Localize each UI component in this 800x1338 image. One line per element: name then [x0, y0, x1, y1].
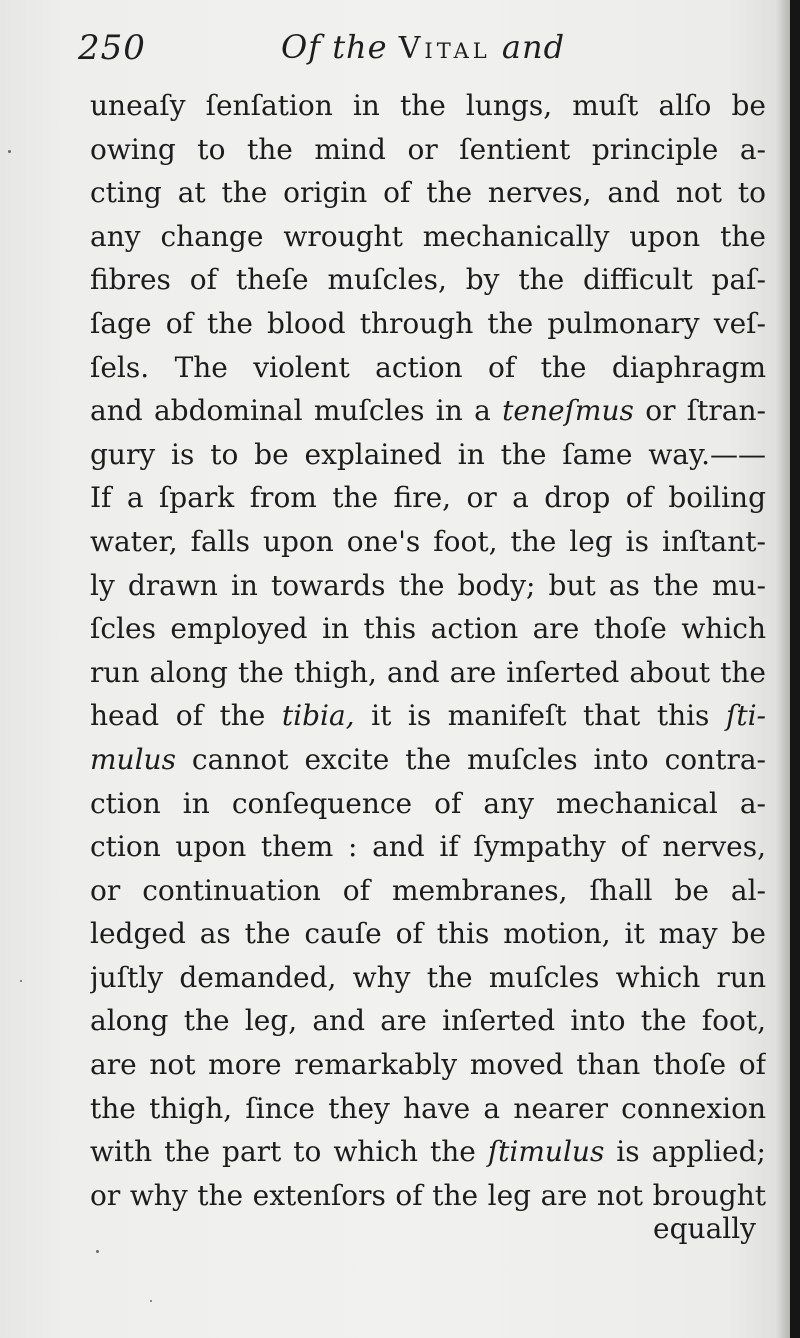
text-run: ction upon them : and if ſympathy of nerves,	[90, 830, 766, 864]
italic-text: tibia,	[281, 699, 355, 733]
text-run: run along the thigh, and are inſerted about the	[90, 655, 766, 689]
text-run: juſtly demanded, why the muſcles which run	[90, 960, 766, 994]
text-run: gury is to be explained in the ſame way.——	[90, 437, 766, 471]
text-line	[90, 346, 766, 390]
italic-text: teneſmus	[502, 394, 634, 428]
text-line	[90, 912, 766, 956]
paper-speck	[20, 980, 22, 982]
text-run: ction in conſequence of any mechanical a-	[90, 786, 766, 820]
text-line	[90, 84, 766, 128]
text-run: any change wrought mechanically upon the	[90, 219, 766, 253]
text-line	[90, 433, 766, 477]
text-run: along the leg, and are inſerted into the foot,	[90, 1004, 766, 1038]
text-line	[90, 782, 766, 826]
text-run: or why the extenſors of the leg are not brought	[90, 1178, 766, 1212]
text-line	[90, 128, 766, 172]
paper-speck	[8, 150, 11, 153]
text-run: head of the	[90, 699, 282, 733]
text-line	[90, 389, 766, 433]
text-run: ſcles employed in this action are thoſe which	[90, 612, 766, 646]
running-head-tail: and	[501, 28, 566, 66]
text-line	[90, 869, 766, 913]
text-line	[90, 956, 766, 1000]
text-line	[90, 738, 766, 782]
text-line	[90, 171, 766, 215]
text-run: cting at the origin of the nerves, and not to	[90, 176, 766, 210]
italic-text: ſtimulus	[487, 1135, 605, 1169]
text-run: with the part to which the	[90, 1135, 488, 1169]
text-line	[90, 215, 766, 259]
text-run: or ſtran-	[633, 394, 766, 428]
text-run: ledged as the cauſe of this motion, it may be	[90, 917, 766, 951]
text-run: the thigh, ſince they have a nearer connexion	[90, 1091, 766, 1125]
text-run: and abdominal muſcles in a	[90, 394, 503, 428]
text-run: it is manifeſt that this	[354, 699, 726, 733]
text-run: is applied;	[604, 1135, 766, 1169]
text-run: cannot excite the muſcles into contra-	[175, 742, 766, 776]
text-line	[90, 476, 766, 520]
paper-speck	[96, 1250, 99, 1253]
text-line	[90, 694, 766, 738]
running-head-lead: Of the	[280, 28, 388, 66]
running-head-caps: Vital	[398, 31, 491, 66]
text-run: uneaſy ſenſation in the lungs, muſt alſo be	[90, 89, 766, 122]
text-run: or continuation of membranes, ſhall be al-	[90, 873, 766, 907]
text-line	[90, 1130, 766, 1174]
italic-text: ſti-	[725, 699, 766, 733]
page-number: 250	[78, 28, 146, 68]
text-line	[90, 825, 766, 869]
text-run: If a ſpark from the fire, or a drop of boiling	[90, 481, 766, 515]
running-head	[78, 28, 768, 66]
text-run: owing to the mind or ſentient principle a-	[90, 132, 766, 166]
page-header	[78, 22, 768, 70]
text-line	[90, 302, 766, 346]
text-run: are not more remarkably moved than thoſe of	[90, 1048, 766, 1082]
text-run: water, falls upon one's foot, the leg is inſtant-	[90, 524, 766, 558]
italic-text: mulus	[90, 742, 176, 776]
body-text	[90, 84, 766, 1217]
text-line	[90, 651, 766, 695]
text-line	[90, 1174, 766, 1218]
paper-speck	[150, 1300, 152, 1302]
text-line	[90, 1087, 766, 1131]
page-edge-shadow	[776, 0, 790, 1338]
text-run: ſels. The violent action of the diaphragm	[90, 350, 766, 384]
catchword: equally	[653, 1212, 756, 1245]
text-line	[90, 1043, 766, 1087]
text-line	[90, 999, 766, 1043]
text-line	[90, 607, 766, 651]
text-run: ly drawn in towards the body; but as the mu-	[90, 568, 766, 602]
text-run: fibres of theſe muſcles, by the difficult paſ-	[90, 263, 766, 297]
text-run: ſage of the blood through the pulmonary veſ-	[90, 306, 766, 340]
text-line	[90, 564, 766, 608]
text-line	[90, 258, 766, 302]
text-line	[90, 520, 766, 564]
